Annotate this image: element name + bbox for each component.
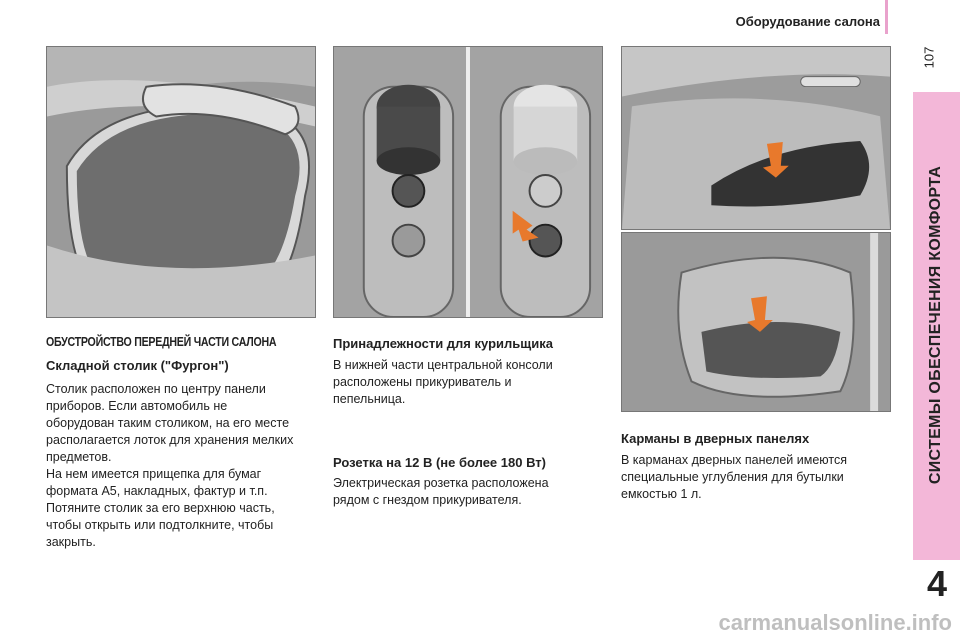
watermark: carmanualsonline.info bbox=[718, 610, 952, 635]
subheading-door-pockets: Карманы в дверных панелях bbox=[621, 431, 810, 446]
photo-smoker-accessories bbox=[333, 46, 603, 318]
page-header-title: Оборудование салона bbox=[735, 14, 880, 29]
subheading-folding-table: Складной столик ("Фургон") bbox=[46, 358, 229, 373]
chapter-side-tab-label: СИСТЕМЫ ОБЕСПЕЧЕНИЯ КОМФОРТА bbox=[927, 165, 944, 485]
body-door-pockets: В карманах дверных панелей имеются специальные углубления для бутылки емкостью 1 л. bbox=[621, 453, 847, 501]
body-folding-table: Столик расположен по центру панели приборов. Если автомобиль не оборудован таким столиком, на его месте располагается лоток для хранения мелких предметов. На нем имеется прищепка для бумаг формата А5, накладных, фактур и т.п. Потяните столик за его верхнюю часть, чтобы открыть или подтолкните, чтобы закрыть. bbox=[46, 382, 294, 549]
photo-folding-table bbox=[46, 46, 316, 318]
body-smoker-accessories: В нижней части центральной консоли расположены прикуриватель и пепельница. bbox=[333, 358, 553, 406]
body-12v-socket: Электрическая розетка расположена рядом с гнездом прикуривателя. bbox=[333, 476, 549, 507]
section-heading-front-interior: ОБУСТРОЙСТВО ПЕРЕДНЕЙ ЧАСТИ САЛОНА bbox=[46, 335, 277, 349]
photo-door-pocket-bottom bbox=[621, 232, 891, 412]
photo-door-pocket-top bbox=[621, 46, 891, 230]
subheading-12v-socket: Розетка на 12 В (не более 180 Вт) bbox=[333, 455, 546, 470]
chapter-number: 4 bbox=[926, 563, 948, 604]
subheading-smoker-accessories: Принадлежности для курильщика bbox=[333, 336, 553, 351]
page-number: 107 bbox=[921, 46, 937, 69]
header-accent-line bbox=[885, 0, 888, 34]
